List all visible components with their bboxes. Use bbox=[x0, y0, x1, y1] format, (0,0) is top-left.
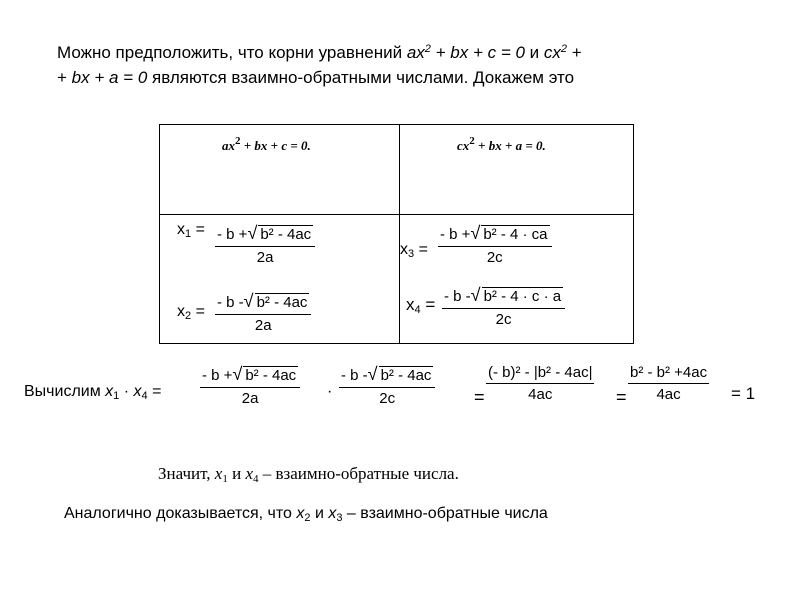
calc-fraction-2: - b -√ b² - 4ac 2c bbox=[339, 364, 435, 407]
table-header-right: $cx^2$ + bx + a = 0. bbox=[457, 135, 546, 153]
intro-text bbox=[57, 40, 582, 90]
intro-line-2: + bx + a = 0 являются взаимно-обратными числами. Докажем это bbox=[57, 68, 575, 87]
calc-fraction-1: - b +√ b² - 4ac 2a bbox=[200, 364, 300, 407]
x2-formula: - b -√ b² - 4ac 2a bbox=[215, 291, 311, 334]
equation-2-start: $cx^2$ bbox=[543, 43, 568, 62]
x1-formula: - b +√ b² - 4ac 2a bbox=[215, 223, 315, 266]
calc-multiply: · bbox=[327, 383, 333, 400]
equation-1: $ax^2$ + bx + c = 0 bbox=[406, 43, 525, 62]
calc-result: = 1 bbox=[731, 384, 756, 403]
final-statement: Аналогично доказывается, что $x_2$ и $x_3$ – взаимно-обратные числа bbox=[64, 505, 548, 524]
x1-label: $x_1$ = bbox=[177, 221, 205, 240]
calc-equals-2: = bbox=[616, 387, 627, 407]
equation-2-end: bx + a = 0 bbox=[71, 68, 148, 87]
x2-label: $x_2$ = bbox=[177, 303, 205, 322]
table-divider-vertical bbox=[399, 125, 400, 343]
table-header-left: $ax^2$ + bx + c = 0. bbox=[222, 135, 311, 153]
table-divider-horizontal bbox=[160, 214, 633, 215]
x3-formula: - b +√ b² - 4 · ca 2c bbox=[438, 223, 552, 266]
x3-label: $x_3$ = bbox=[400, 241, 428, 260]
roots-table bbox=[159, 124, 634, 344]
intro-line-1: Можно предположить, что корни уравнений $ax^2$ + bx + c = 0 и $cx^2$ + bbox=[57, 43, 582, 62]
x4-formula: - b -√ b² - 4 · c · a 2c bbox=[442, 285, 565, 328]
calc-label: Вычислим $x_1 \cdot x_4$ = bbox=[24, 383, 162, 402]
x4-label: $x_4$ = bbox=[406, 295, 436, 316]
calc-fraction-4: b² - b² +4ac 4ac bbox=[630, 364, 708, 403]
calc-fraction-3: (- b)² - |b² - 4ac| 4ac bbox=[488, 364, 593, 403]
calc-equals-1: = bbox=[474, 387, 485, 407]
conclusion-text: Значит, $x_1$ и $x_4$ – взаимно-обратные числа. bbox=[158, 464, 459, 485]
